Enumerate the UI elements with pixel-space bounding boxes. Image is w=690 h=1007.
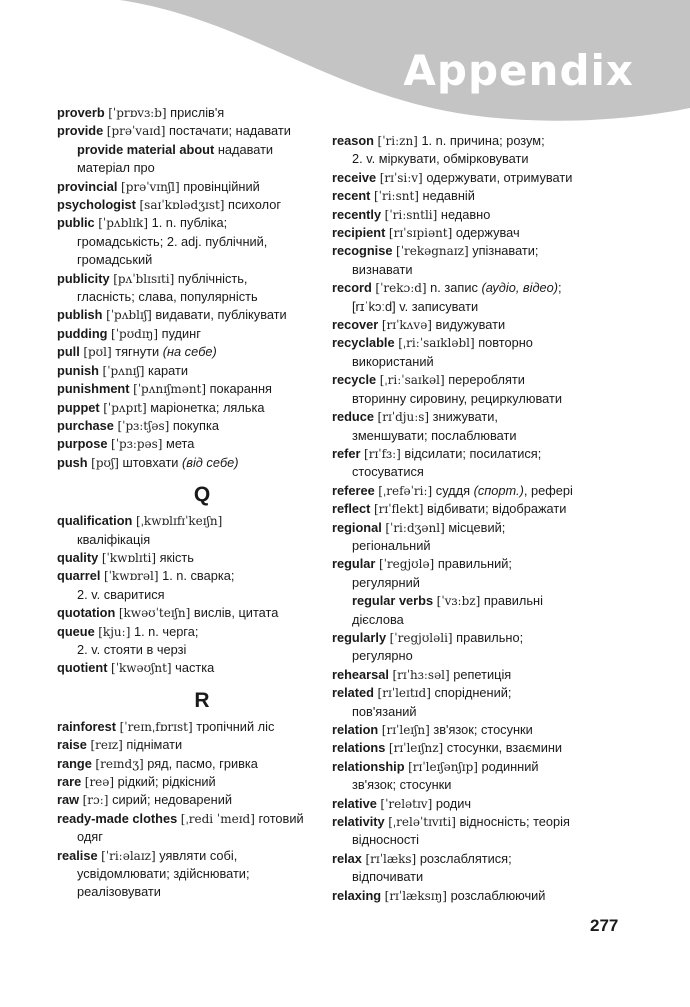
- phonetic: [rɪˈsiːv]: [379, 170, 423, 185]
- phonetic: [ˈriːəlaɪz]: [101, 848, 156, 863]
- headword: public: [57, 215, 95, 231]
- phonetic: [rɪˈleɪʃənʃɪp]: [408, 759, 478, 774]
- translation: надавати: [217, 141, 274, 157]
- translation-continued: зменшувати; послаблювати: [352, 427, 517, 443]
- dictionary-entry: [332, 887, 632, 905]
- translation-continued: регулярно: [352, 648, 413, 664]
- page-title: Appendix: [403, 46, 634, 95]
- phonetic: [rɪˈkʌvə]: [381, 318, 432, 333]
- headword: relationship: [332, 758, 405, 774]
- dictionary-entry: [332, 592, 632, 629]
- translation-continued: 2. v. сваритися: [77, 586, 165, 602]
- headword: refer: [332, 445, 361, 461]
- headword: relative: [332, 795, 377, 811]
- dictionary-entry: [332, 758, 632, 795]
- headword: pudding: [57, 325, 108, 341]
- translation: 1. n. сварка;: [162, 568, 235, 584]
- headword: relaxing: [332, 887, 382, 903]
- headword: relations: [332, 740, 386, 756]
- dictionary-entry: [57, 791, 347, 809]
- headword: range: [57, 755, 92, 771]
- translation-continued: 2. v. стояти в черзі: [77, 641, 187, 657]
- dictionary-entry: [57, 623, 347, 660]
- dictionary-entry: [332, 555, 632, 592]
- dictionary-entry: [332, 316, 632, 334]
- translation-continued: відносності: [352, 832, 419, 848]
- headword: recognise: [332, 243, 393, 259]
- headword: recover: [332, 317, 379, 333]
- phonetic: [reɪz]: [90, 738, 123, 753]
- dictionary-entry: [332, 482, 632, 500]
- headword: purpose: [57, 436, 108, 452]
- headword: regional: [332, 519, 382, 535]
- dictionary-entry: [57, 178, 347, 196]
- headword: publish: [57, 307, 103, 323]
- translation-continued: визнавати: [352, 261, 413, 277]
- phonetic: [pʊl]: [83, 345, 112, 360]
- phonetic: [ˌriːˈsaɪkəl]: [379, 373, 445, 388]
- dictionary-entry: [57, 512, 347, 549]
- translation: суддя: [435, 482, 471, 498]
- translation: публічність,: [177, 270, 248, 286]
- translation: репетиція: [453, 666, 512, 682]
- phonetic: [ˌreləˈtɪvɪti]: [388, 815, 456, 830]
- translation: переробляти: [448, 372, 525, 388]
- phonetic: [ˈkwɒrəl]: [103, 569, 159, 584]
- dictionary-entry: [57, 847, 347, 902]
- dictionary-entry: [332, 408, 632, 445]
- phonetic: [ˈpɜːtʃəs]: [117, 418, 170, 433]
- translation: карати: [148, 362, 188, 378]
- headword: regular: [332, 556, 376, 572]
- dictionary-entry: [332, 721, 632, 739]
- translation-continued: 2. v. міркувати, обмірковувати: [352, 151, 529, 167]
- phonetic: [ˈpʌnɪʃ]: [102, 363, 145, 378]
- dictionary-entry: [332, 850, 632, 887]
- translation: готовий: [258, 810, 304, 826]
- translation: недавно: [440, 206, 491, 222]
- translation: частка: [175, 660, 215, 676]
- phonetic: [ˌriːˈsaɪkləbl]: [398, 336, 475, 351]
- dictionary-entry: [332, 629, 632, 666]
- dictionary-entry: [57, 214, 347, 269]
- headword: provide: [57, 123, 104, 139]
- dictionary-entry: [57, 773, 347, 791]
- headword: publicity: [57, 270, 110, 286]
- headword: queue: [57, 623, 95, 639]
- dictionary-entry: [57, 604, 347, 622]
- dictionary-entry: [57, 141, 347, 178]
- dictionary-entry: [332, 739, 632, 757]
- dictionary-entry: [57, 343, 347, 361]
- phonetic: [ˈkwəʊʃnt]: [111, 661, 172, 676]
- translation-continued: матеріал про: [77, 160, 155, 176]
- translation: уявляти собі,: [159, 847, 238, 863]
- headword: quality: [57, 549, 99, 565]
- phonetic: [rɪˈlæksɪŋ]: [384, 888, 447, 903]
- headword: proverb: [57, 105, 105, 120]
- headword: rehearsal: [332, 666, 389, 682]
- dictionary-entry: [332, 206, 632, 224]
- phonetic: [rɪˈleɪʃn]: [381, 723, 430, 737]
- headword: referee: [332, 482, 375, 498]
- headword: recently: [332, 206, 382, 222]
- phonetic: [ˌkwɒlɪfɪˈkeɪʃn]: [135, 514, 223, 529]
- phonetic: [ˈpʊdɪŋ]: [111, 326, 159, 341]
- usage-note: (аудіо, відео): [481, 280, 559, 296]
- phonetic: [kjuː]: [98, 624, 131, 639]
- headword: push: [57, 454, 88, 470]
- translation: маріонетка; лялька: [150, 399, 265, 415]
- phonetic: [reɪndʒ]: [95, 756, 144, 771]
- phonetic: [ˈriːzn]: [377, 134, 418, 148]
- phonetic: [rɪˈfɜː]: [364, 446, 401, 461]
- translation-continued: гласність; слава, популярність: [77, 289, 258, 305]
- dictionary-entry: [332, 187, 632, 205]
- sub-entry: [57, 141, 347, 159]
- translation-continued: [rɪˈkɔːd] v. записувати: [352, 298, 479, 314]
- translation: родинний: [481, 758, 539, 774]
- dictionary-entry: [332, 519, 632, 556]
- dictionary-entry: [332, 224, 632, 242]
- phonetic: [ˌrefəˈriː]: [378, 483, 433, 498]
- headword: provincial: [57, 178, 118, 194]
- dictionary-entry: [57, 325, 347, 343]
- phonetic: [pʊʃ]: [91, 455, 119, 470]
- usage-note: (спорт.): [473, 482, 524, 498]
- translation: покупка: [172, 417, 219, 433]
- headword: raw: [57, 792, 80, 808]
- translation: одержувати, отримувати: [426, 169, 573, 185]
- translation: споріднений;: [434, 685, 512, 701]
- translation: 1. n. черга;: [133, 623, 199, 639]
- phonetic: [ˈpʌblɪk]: [98, 216, 149, 231]
- dictionary-entry: [57, 567, 347, 604]
- headword: qualification: [57, 513, 133, 529]
- dictionary-entry: [332, 371, 632, 408]
- translation-tail: ;: [558, 280, 562, 296]
- translation-continued: дієслова: [352, 611, 404, 627]
- phonetic: [ˈvɜːbz]: [436, 594, 481, 609]
- headword: rare: [57, 774, 82, 789]
- headword: punishment: [57, 381, 130, 397]
- phonetic: [ˈriːdʒənl]: [385, 520, 445, 535]
- translation-tail: , рефері: [523, 482, 573, 498]
- translation: n. запис: [430, 280, 478, 296]
- headword: relation: [332, 722, 379, 737]
- phonetic: [pʌˈblɪsɪti]: [113, 271, 175, 286]
- translation: розслаблюючий: [450, 887, 546, 903]
- phonetic: [rɪˈflekt]: [373, 502, 424, 517]
- headword: record: [332, 280, 372, 296]
- phonetic: [ˈpʌnɪʃmənt]: [133, 382, 207, 397]
- dictionary-entry: [332, 279, 632, 316]
- translation: упізнавати;: [472, 243, 539, 259]
- sub-headword: provide material about: [77, 141, 215, 157]
- translation: провінційний: [183, 178, 260, 194]
- left-column: [57, 104, 347, 902]
- headword: purchase: [57, 417, 114, 433]
- translation-continued: пов'язаний: [352, 703, 417, 719]
- phonetic: [rɪˈleɪtɪd]: [377, 686, 431, 701]
- translation: штовхати: [122, 454, 179, 470]
- dictionary-entry: [332, 795, 632, 813]
- phonetic: [ˈregjʊləli]: [389, 630, 453, 645]
- headword: recycle: [332, 372, 377, 388]
- headword: psychologist: [57, 197, 136, 213]
- translation: місцевий;: [448, 519, 506, 535]
- translation-continued: кваліфікація: [77, 531, 151, 547]
- translation: відбивати; відображати: [426, 501, 567, 517]
- translation-continued: реалізовувати: [77, 884, 161, 900]
- dictionary-entry: [332, 445, 632, 482]
- phonetic: [rɔː]: [82, 793, 109, 808]
- dictionary-entry: [332, 500, 632, 518]
- translation: розслаблятися;: [419, 850, 512, 866]
- dictionary-entry: [57, 196, 347, 214]
- headword: quotient: [57, 660, 108, 676]
- translation-continued: громадськість; 2. adj. публічний,: [77, 233, 268, 249]
- translation: 1. n. причина; розум;: [421, 133, 545, 148]
- translation: видавати, публікувати: [155, 307, 287, 323]
- dictionary-entry: [57, 755, 347, 773]
- translation-continued: відпочивати: [352, 869, 424, 885]
- translation-continued: одяг: [77, 829, 103, 845]
- page-number: 277: [590, 916, 619, 935]
- phonetic: [ˈrekɔːd]: [375, 281, 427, 296]
- phonetic: [ˈpʌpɪt]: [103, 400, 147, 415]
- headword: quarrel: [57, 568, 101, 584]
- translation: сирий; недоварений: [112, 792, 232, 808]
- translation: якість: [159, 549, 194, 565]
- phonetic: [ˌredi ˈmeɪd]: [180, 811, 255, 826]
- translation-continued: використаний: [352, 353, 434, 369]
- dictionary-entry: [57, 104, 347, 122]
- phonetic: [prəˈvɪnʃl]: [121, 179, 180, 194]
- translation-continued: громадський: [77, 252, 153, 268]
- translation: мета: [166, 436, 195, 452]
- usage-note: (на себе): [162, 344, 217, 360]
- headword: raise: [57, 737, 87, 753]
- dictionary-entry: [57, 549, 347, 567]
- dictionary-entry: [57, 362, 347, 380]
- phonetic: [ˈrekəgnaɪz]: [396, 244, 469, 259]
- translation: тропічний ліс: [196, 718, 275, 734]
- translation: пудинг: [161, 325, 201, 341]
- phonetic: [ˈreɪnˌfɒrɪst]: [119, 719, 193, 734]
- translation: родич: [435, 795, 472, 811]
- headword: related: [332, 685, 374, 701]
- headword: recipient: [332, 225, 386, 241]
- translation: покарання: [209, 381, 272, 397]
- dictionary-entry: [332, 169, 632, 187]
- phonetic: [rɪˈhɜːsəl]: [392, 667, 450, 682]
- headword: punish: [57, 362, 99, 378]
- phonetic: [saɪˈkɒlədʒɪst]: [139, 198, 225, 213]
- translation: рідкий; рідкісний: [117, 774, 216, 789]
- translation: правильно;: [456, 629, 524, 645]
- translation: одержувач: [455, 225, 520, 241]
- headword: realise: [57, 847, 98, 863]
- translation-continued: вторинну сировину, рециркулювати: [352, 390, 562, 406]
- section-letter: R: [194, 688, 210, 712]
- phonetic: [reə]: [84, 775, 115, 789]
- translation: зв'язок; стосунки: [433, 722, 533, 737]
- dictionary-entry: [332, 334, 632, 371]
- translation: відносність; теорія: [459, 814, 570, 830]
- translation-continued: усвідомлювати; здійснювати;: [77, 866, 250, 882]
- translation: видужувати: [435, 317, 506, 333]
- headword: reduce: [332, 409, 374, 425]
- dictionary-entry: [332, 242, 632, 279]
- dictionary-entry: [57, 718, 347, 736]
- sub-headword: regular verbs: [352, 593, 434, 609]
- phonetic: [ˈpɜːpəs]: [111, 437, 163, 452]
- headword: quotation: [57, 605, 116, 621]
- translation-continued: регулярний: [352, 574, 420, 590]
- headword: relativity: [332, 814, 385, 830]
- translation: недавній: [422, 188, 475, 204]
- headword: receive: [332, 169, 377, 185]
- section-letter: Q: [193, 483, 211, 507]
- headword: rainforest: [57, 718, 117, 734]
- phonetic: [ˈregjʊlə]: [378, 557, 435, 572]
- dictionary-entry: [57, 270, 347, 307]
- phonetic: [rɪˈsɪpiənt]: [388, 226, 453, 241]
- phonetic: [ˈprɒvɜːb]: [108, 106, 167, 120]
- dictionary-entry: [57, 454, 347, 472]
- headword: pull: [57, 344, 80, 360]
- translation-continued: зв'язок; стосунки: [352, 777, 452, 793]
- dictionary-entry: [57, 380, 347, 398]
- headword: reflect: [332, 501, 371, 517]
- translation-continued: регіональний: [352, 537, 431, 553]
- phonetic: [ˈriːsntli]: [384, 207, 438, 222]
- phonetic: [rɪˈlæks]: [365, 851, 417, 866]
- translation: ряд, пасмо, гривка: [147, 755, 258, 771]
- headword: reason: [332, 133, 374, 148]
- headword: relax: [332, 850, 362, 866]
- dictionary-entry: [332, 666, 632, 684]
- phonetic: [ˈriːsnt]: [373, 189, 419, 204]
- translation: вислів, цитата: [193, 605, 279, 621]
- phonetic: [rɪˈleɪʃnz]: [388, 741, 444, 756]
- translation: повторно: [478, 335, 533, 351]
- translation: психолог: [228, 197, 282, 213]
- translation: правильні: [483, 593, 543, 609]
- phonetic: [rɪˈdjuːs]: [377, 410, 430, 425]
- translation: стосунки, взаємини: [446, 740, 563, 756]
- usage-note: (від себе): [182, 454, 239, 470]
- dictionary-entry: [332, 132, 632, 169]
- dictionary-entry: [57, 417, 347, 435]
- translation: постачати; надавати: [169, 123, 291, 139]
- phonetic: [prəˈvaɪd]: [106, 124, 166, 139]
- dictionary-entry: [57, 399, 347, 417]
- translation: знижувати,: [432, 409, 498, 425]
- dictionary-entry: [57, 810, 347, 847]
- dictionary-entry: [57, 122, 347, 140]
- headword: regularly: [332, 629, 387, 645]
- dictionary-entry: [332, 684, 632, 721]
- right-column: [332, 132, 632, 905]
- phonetic: [ˈpʌblɪʃ]: [106, 308, 152, 323]
- headword: recent: [332, 188, 371, 204]
- translation: прислів'я: [170, 105, 225, 120]
- translation: відсилати; посилатися;: [404, 445, 542, 461]
- translation: тягнути: [115, 344, 160, 360]
- headword: puppet: [57, 399, 100, 415]
- headword: ready-made clothes: [57, 810, 178, 826]
- phonetic: [ˈrelətɪv]: [380, 796, 433, 811]
- translation: піднімати: [126, 737, 183, 753]
- phonetic: [ˈkwɒlɪti]: [101, 550, 157, 565]
- dictionary-entry: [332, 813, 632, 850]
- phonetic: [kwəʊˈteɪʃn]: [118, 606, 191, 621]
- sub-entry: [332, 592, 632, 610]
- dictionary-entry: [57, 306, 347, 324]
- dictionary-entry: [57, 659, 347, 677]
- translation: правильний;: [437, 556, 512, 572]
- translation: 1. n. публіка;: [151, 215, 228, 231]
- headword: recyclable: [332, 335, 395, 351]
- dictionary-entry: [57, 736, 347, 754]
- translation-continued: стосуватися: [352, 464, 424, 480]
- dictionary-entry: [57, 435, 347, 453]
